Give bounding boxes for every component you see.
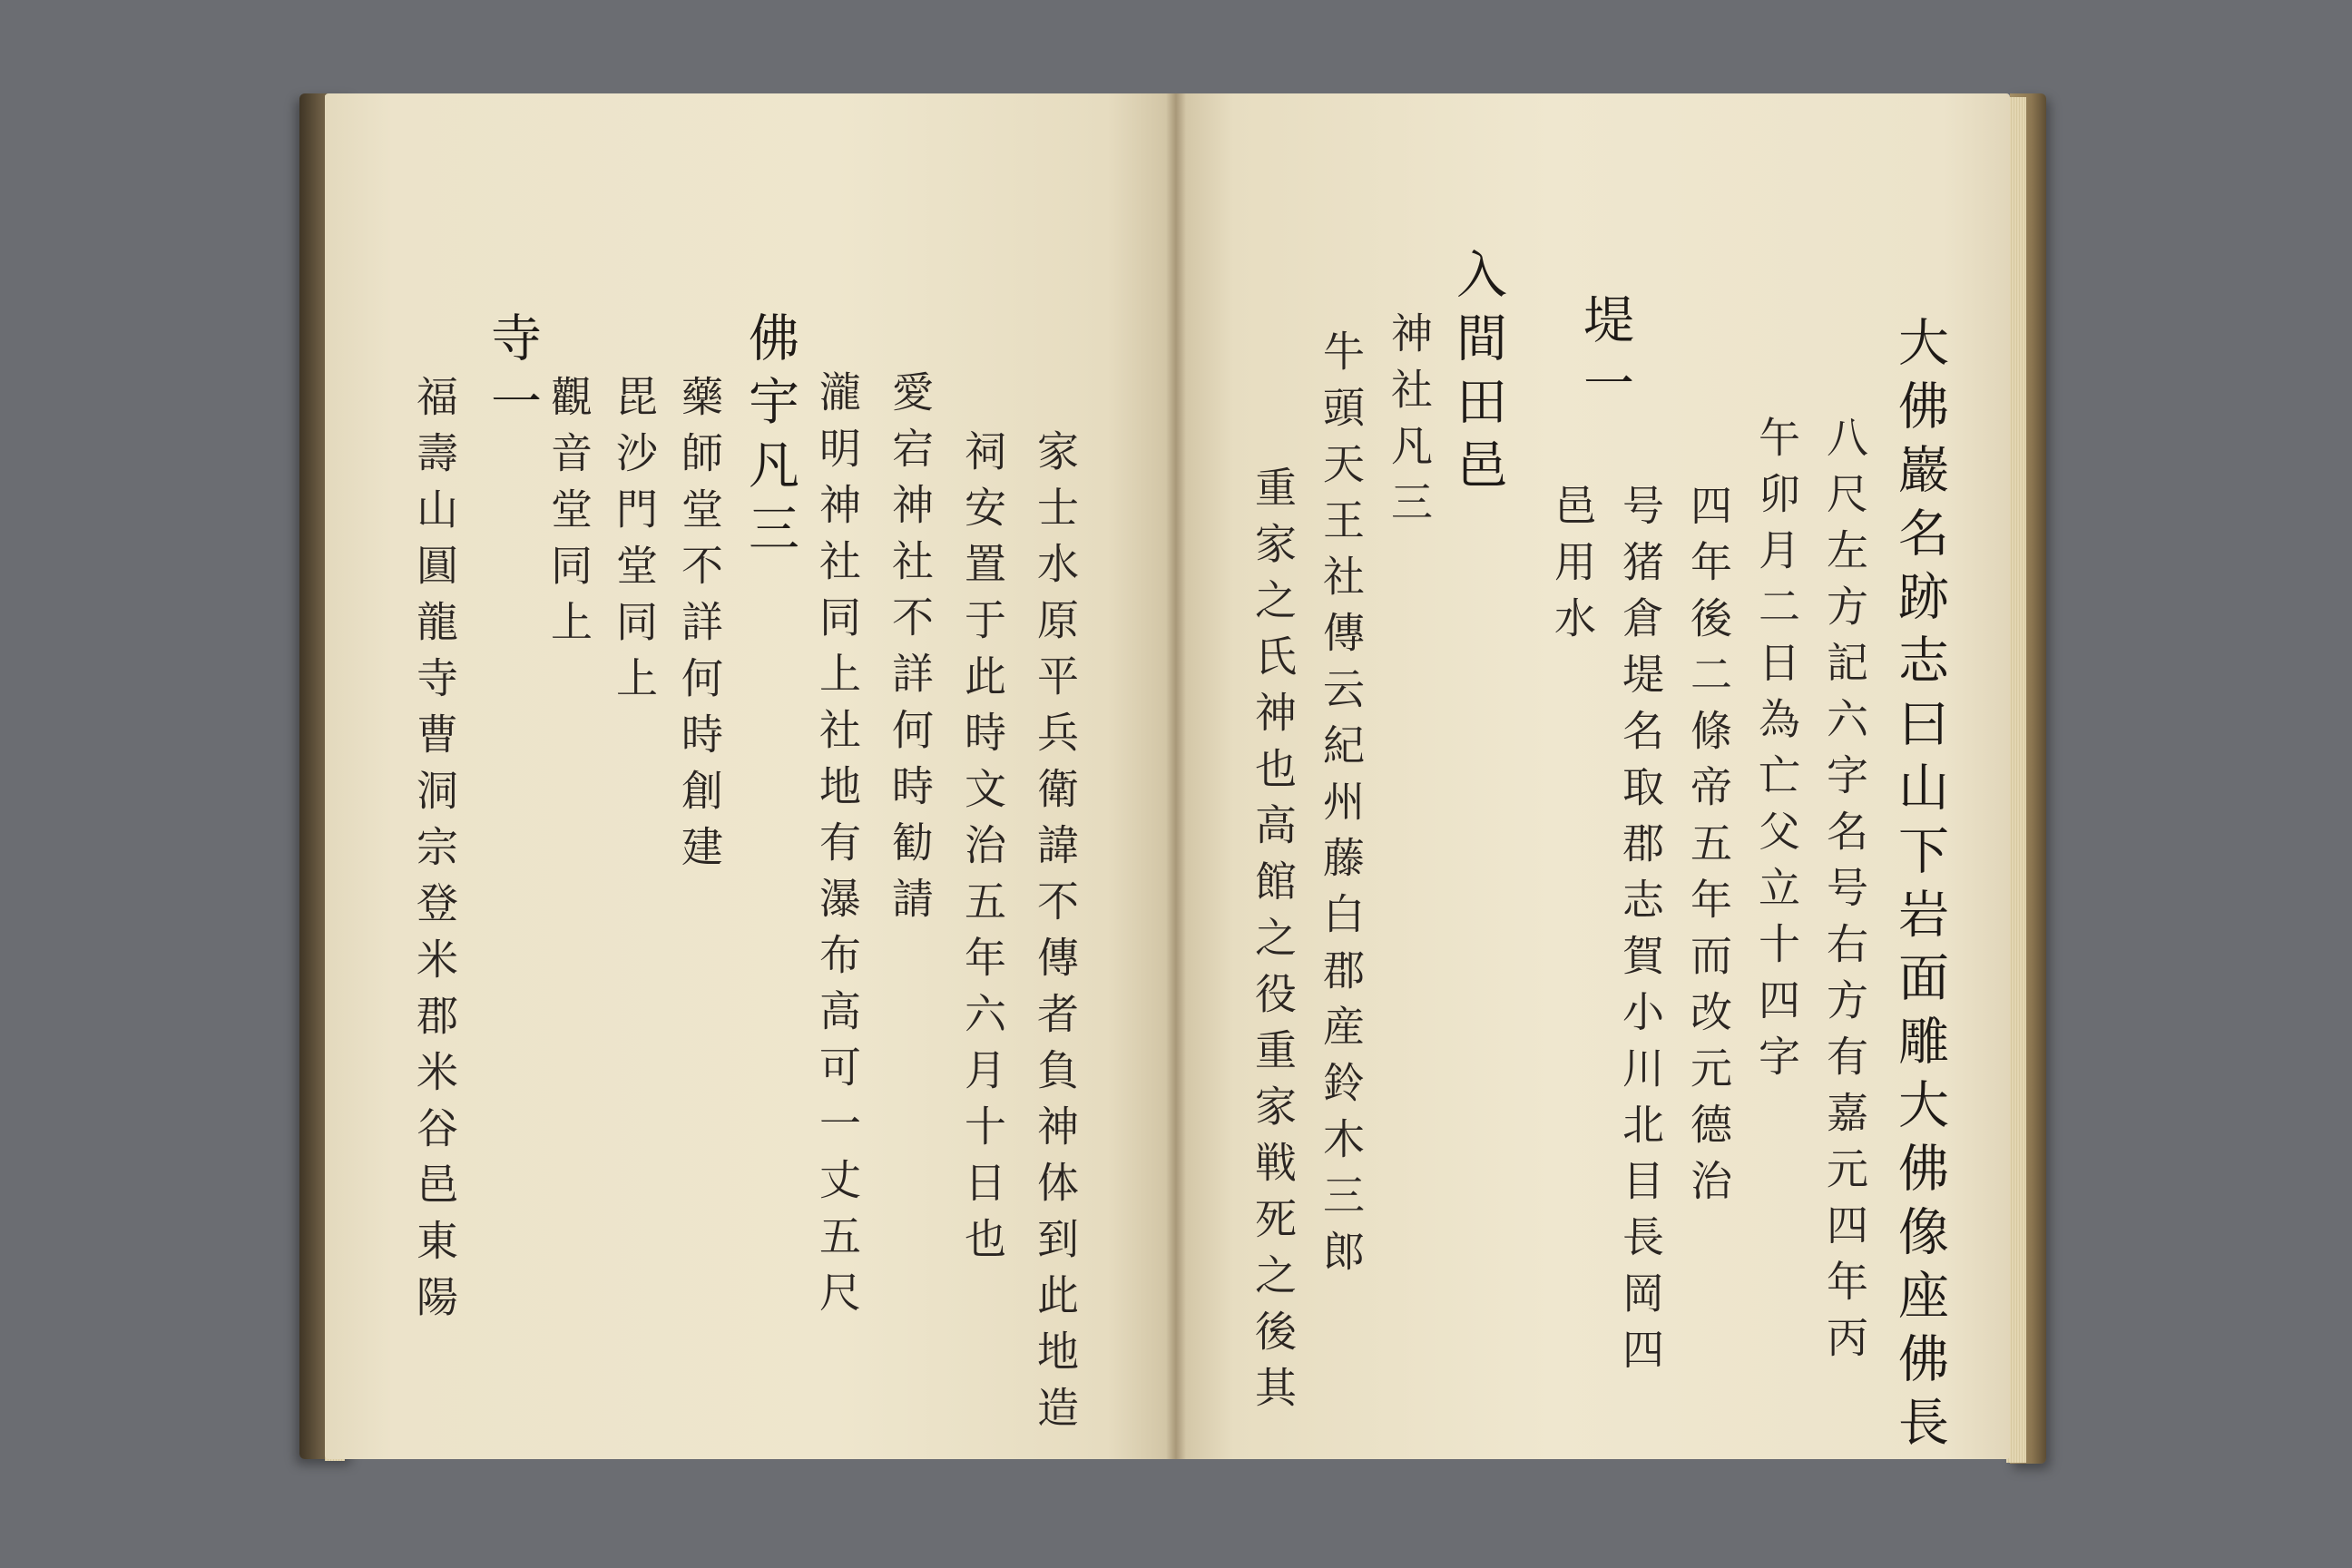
right-page-column-3: 午卯月二日為亡父立十四字 — [1752, 416, 1801, 1091]
left-page-column-3: 愛宕神社不詳何時勧請 — [886, 370, 935, 933]
left-page-column-1: 家士水原平兵衛諱不傳者負神体到此地造 — [1031, 429, 1080, 1442]
left-page-section-heading: 佛宇凡三 — [740, 311, 799, 565]
open-book — [299, 86, 2046, 1488]
right-page-village-heading: 入間田邑 — [1448, 248, 1507, 502]
right-page-embankment-heading: 堤一 — [1575, 293, 1634, 420]
right-page-column-6: 邑用水 — [1548, 484, 1597, 652]
left-page-column-8: 觀音堂同上 — [544, 375, 593, 656]
right-page-column-4: 四年後二條帝五年而改元德治 — [1684, 484, 1733, 1215]
right-page-column-9: 神社凡三 — [1385, 311, 1434, 536]
right-page-column-11: 重家之氏神也高館之役重家戦死之後其 — [1249, 466, 1298, 1422]
left-page-temple-heading: 寺一 — [483, 311, 542, 438]
right-page-column-5: 号猪倉堤名取郡志賀小川北目長岡四 — [1616, 484, 1665, 1384]
left-page-column-7: 毘沙門堂同上 — [610, 375, 659, 712]
left-page-column-4: 瀧明神社同上社地有瀑布高可一丈五尺 — [813, 370, 862, 1327]
left-page — [325, 93, 1175, 1459]
right-page — [1175, 93, 2010, 1459]
left-page-column-10: 福壽山圓龍寺曹洞宗登米郡米谷邑東陽 — [410, 375, 459, 1331]
book-gutter — [1166, 93, 1186, 1459]
left-page-column-2: 祠安置于此時文治五年六月十日也 — [958, 429, 1007, 1273]
right-page-column-10: 牛頭天王社傳云紀州藤白郡産鈴木三郎 — [1317, 329, 1366, 1286]
right-page-column-2: 八尺左方記六字名号右方有嘉元四年丙 — [1820, 416, 1869, 1372]
left-page-column-6: 藥師堂不詳何時創建 — [675, 375, 724, 881]
right-page-heading: 大佛巖名跡志曰山下岩面雕大佛像座佛長 — [1890, 316, 1949, 1459]
